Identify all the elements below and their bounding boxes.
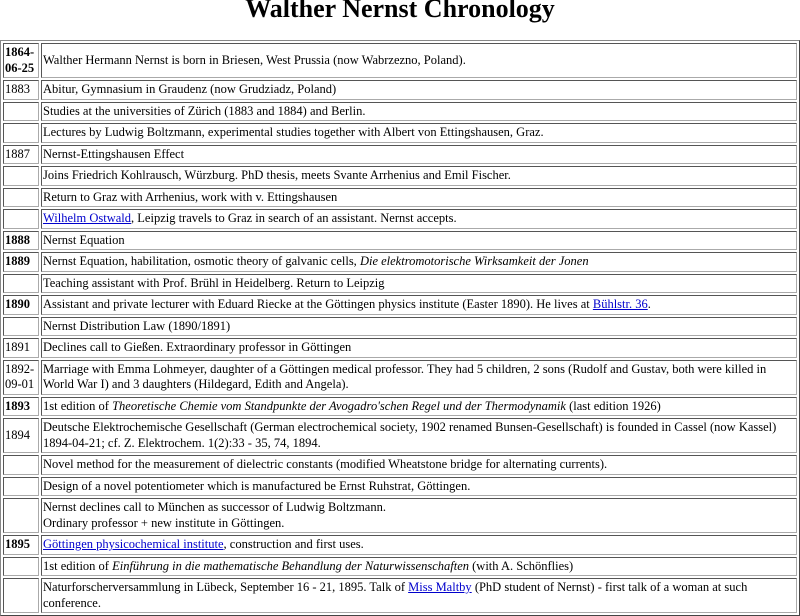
event-text: Naturforscherversammlung in Lübeck, September 16 - 21, 1895. Talk of	[43, 580, 409, 594]
event-text: Nernst-Ettingshausen Effect	[43, 146, 185, 161]
event-text: Joins Friedrich Kohlrausch, Würzburg. PhD thesis, meets Svante Arrhenius and Emil Fischer.	[43, 168, 511, 182]
year-line: 06-25	[5, 60, 35, 75]
event-cell	[41, 188, 797, 208]
event-text: , construction and first uses.	[223, 537, 364, 551]
year-line: 09-01	[5, 377, 35, 391]
event-text: Novel method for the measurement of dielectric constants (modified Wheatstone bridge for alternating currents).	[43, 457, 608, 471]
event-cell	[41, 498, 797, 533]
event-cell	[41, 123, 797, 143]
chronology-row	[3, 418, 797, 453]
event-text: (with A. Schönflies)	[469, 558, 574, 573]
year-cell	[3, 498, 39, 533]
event-text: Nernst Equation, habilitation, osmotic theory of galvanic cells,	[43, 254, 360, 268]
page-title: Walther Nernst Chronology	[245, 0, 555, 23]
event-cell	[41, 80, 797, 100]
year-cell: 1895	[3, 535, 39, 555]
event-cell	[41, 477, 797, 497]
year-cell	[3, 274, 39, 294]
event-link[interactable]: Göttingen physicochemical institute	[43, 537, 224, 551]
event-text: Nernst declines call to München as successor of Ludwig Boltzmann.	[43, 500, 386, 514]
event-cell	[41, 295, 797, 315]
year-cell	[3, 557, 39, 577]
event-text: 1st edition of	[43, 558, 113, 573]
year-cell	[3, 455, 39, 475]
chronology-row	[3, 557, 797, 577]
event-cell	[41, 274, 797, 294]
book-title: Theoretische Chemie vom Standpunkte der Avogadro'schen Regel und der Thermodynamik	[112, 398, 566, 413]
year-cell	[3, 477, 39, 497]
chronology-row	[3, 455, 797, 475]
year-cell	[3, 209, 39, 229]
event-link[interactable]: Bühlstr. 36	[592, 297, 648, 311]
chronology-row	[3, 397, 797, 417]
event-text: 1st edition of	[43, 398, 113, 413]
book-title: Einführung in die mathematische Behandlung der Naturwissenschaften	[112, 558, 470, 573]
year-cell	[3, 360, 39, 395]
year-cell	[3, 317, 39, 337]
chronology-row	[3, 145, 797, 165]
chronology-row	[3, 535, 797, 555]
year-cell	[3, 578, 39, 613]
event-text: Nernst Equation	[43, 232, 125, 247]
year-cell: 1889	[3, 252, 39, 272]
event-cell	[41, 209, 797, 229]
event-text: Studies at the universities of Zürich (1883 and 1884) and Berlin.	[43, 103, 366, 118]
event-cell	[41, 535, 797, 555]
event-cell	[41, 418, 797, 453]
event-text: .	[647, 297, 651, 311]
event-text: Design of a novel potentiometer which is manufactured be Ernst Ruhstrat, Göttingen.	[43, 478, 471, 493]
event-text: Deutsche Elektrochemische Gesellschaft (German electrochemical society, 1902 renamed Bunsen-Gesellschaft) is founded in Cassel (now Kassel) 1894-04-21; cf. Z. Elektrochem. 1(2):33 - 35, 74, 1894.	[43, 420, 777, 450]
event-text: Walther Hermann Nernst is born in Briesen, West Prussia (now Wabrzezno, Poland).	[43, 52, 466, 67]
event-text: Teaching assistant with Prof. Brühl in Heidelberg. Return to Leipzig	[43, 275, 385, 290]
year-cell	[3, 166, 39, 186]
year-line: 1864-	[5, 45, 35, 59]
chronology-row	[3, 188, 797, 208]
event-text: Return to Graz with Arrhenius, work with v. Ettingshausen	[43, 189, 338, 204]
event-cell	[41, 43, 797, 78]
event-cell	[41, 397, 797, 417]
event-cell	[41, 231, 797, 251]
event-cell	[41, 455, 797, 475]
event-text: Lectures by Ludwig Boltzmann, experimental studies together with Albert von Ettingshausen, Graz.	[43, 125, 544, 139]
year-cell	[3, 102, 39, 122]
event-text: Abitur, Gymnasium in Graudenz (now Grudziadz, Poland)	[43, 82, 337, 96]
chronology-row	[3, 360, 797, 395]
event-cell	[41, 578, 797, 613]
year-cell: 1888	[3, 231, 39, 251]
event-cell	[41, 338, 797, 358]
event-cell	[41, 360, 797, 395]
year-cell: 1894	[3, 418, 39, 453]
chronology-row	[3, 231, 797, 251]
event-cell	[41, 166, 797, 186]
year-cell: 1890	[3, 295, 39, 315]
event-link[interactable]: Wilhelm Ostwald	[43, 211, 132, 225]
chronology-row	[3, 295, 797, 315]
event-text: (PhD student of Nernst) - first talk of a woman at such conference.	[43, 580, 748, 610]
event-text: Nernst Distribution Law (1890/1891)	[43, 318, 231, 333]
event-cell	[41, 252, 797, 272]
event-cell	[41, 317, 797, 337]
event-cell	[41, 145, 797, 165]
chronology-row	[3, 209, 797, 229]
chronology-row	[3, 274, 797, 294]
year-cell: 1893	[3, 397, 39, 417]
chronology-row	[3, 80, 797, 100]
year-cell: 1887	[3, 145, 39, 165]
event-text: Marriage with Emma Lohmeyer, daughter of a Göttingen medical professor. They had 5 children, 2 sons (Rudolf and Gustav, both were killed in World War I) and 3 daughters (Hildegard, Edith and Angela).	[43, 361, 767, 391]
event-text: , Leipzig travels to Graz in search of an assistant. Nernst accepts.	[131, 211, 457, 225]
event-cell	[41, 102, 797, 122]
chronology-row	[3, 317, 797, 337]
chronology-row	[3, 43, 797, 78]
event-text: Declines call to Gießen. Extraordinary professor in Göttingen	[43, 340, 352, 354]
chronology-table-body	[3, 43, 797, 613]
event-text: (last edition 1926)	[565, 398, 661, 413]
year-cell: 1883	[3, 80, 39, 100]
book-title: Die elektromotorische Wirksamkeit der Jonen	[359, 254, 589, 268]
chronology-row	[3, 166, 797, 186]
year-cell: 1891	[3, 338, 39, 358]
event-cell	[41, 557, 797, 577]
chronology-row	[3, 123, 797, 143]
chronology-row	[3, 498, 797, 533]
year-line: 1892-	[5, 361, 35, 376]
chronology-row	[3, 102, 797, 122]
chronology-row	[3, 252, 797, 272]
year-cell	[3, 123, 39, 143]
event-text: Assistant and private lecturer with Eduard Riecke at the Göttingen physics institute (Easter 1890). He lives at	[43, 297, 593, 311]
event-text: Ordinary professor + new institute in Göttingen.	[43, 515, 285, 530]
year-cell	[3, 188, 39, 208]
chronology-row	[3, 477, 797, 497]
year-cell	[3, 43, 39, 78]
chronology-row	[3, 578, 797, 613]
event-link[interactable]: Miss Maltby	[408, 580, 472, 594]
chronology-row	[3, 338, 797, 358]
chronology-table	[0, 40, 800, 616]
